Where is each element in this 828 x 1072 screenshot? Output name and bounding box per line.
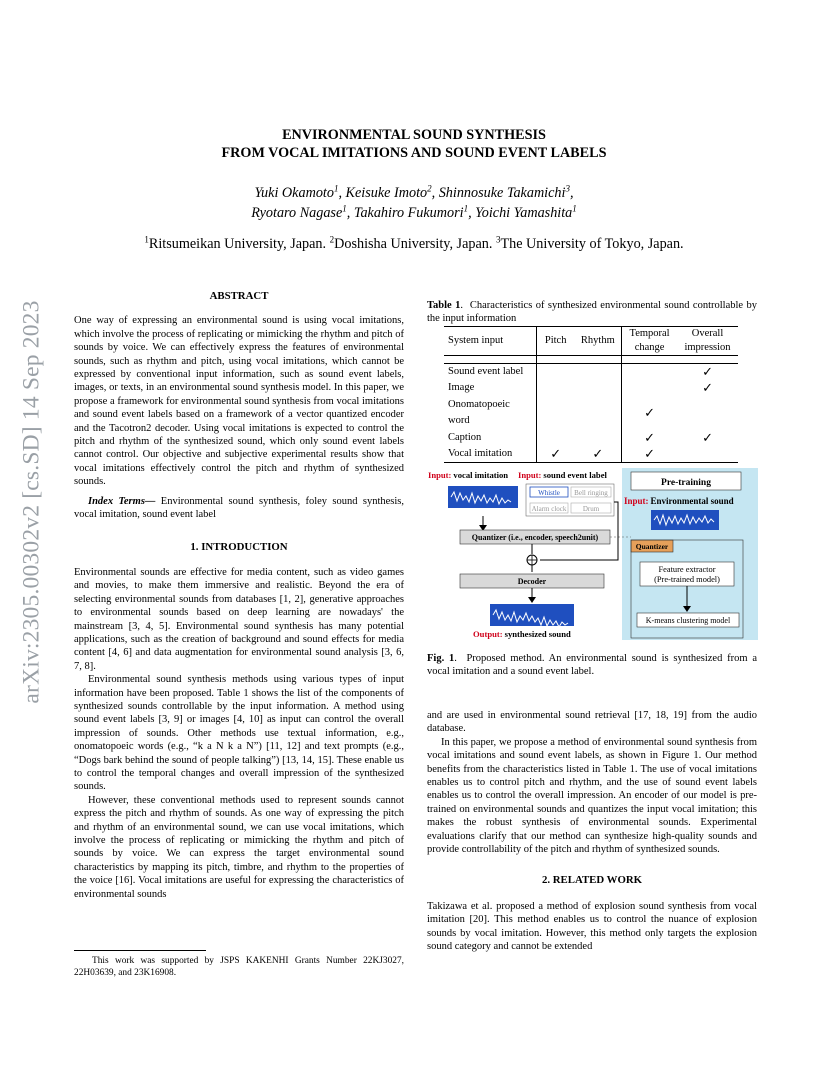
affiliations — [0, 236, 828, 253]
affil-sup: 3 — [495, 234, 501, 245]
related-work-heading: 2. RELATED WORK — [541, 874, 643, 887]
arxiv-stamp — [12, 262, 52, 742]
quantizer-tag-text: Quantizer — [635, 542, 669, 551]
authors — [0, 183, 828, 223]
right-column — [427, 709, 757, 954]
table1-input: Vocal imitation — [444, 446, 536, 463]
footnote — [74, 955, 404, 979]
pretrained-model-text: (Pre-trained model) — [654, 575, 720, 584]
pretraining-input-prefix: Input: — [624, 496, 649, 506]
table1-mark — [536, 430, 574, 446]
table1-input: Image — [444, 380, 536, 396]
author-name: Takahiro Fukumori — [353, 205, 464, 221]
authors-line-2: Ryotaro Nagase$^1$, Takahiro Fukumori$^1$, Yoichi Yamashita$^1$ — [251, 203, 577, 221]
table1-mark — [677, 397, 738, 430]
author-sup: 1 — [342, 203, 347, 214]
table1-input: Sound event label — [444, 364, 536, 381]
label-alarm: Alarm clock — [531, 505, 567, 513]
affil-sup: 2 — [329, 234, 335, 245]
table1-header: Rhythm — [575, 327, 622, 356]
label-drum: Drum — [582, 505, 600, 513]
table1 — [444, 326, 738, 463]
table1-mark: ✓ — [702, 380, 713, 396]
input-prefix: Input: — [428, 470, 452, 480]
label-bell: Bell ringing — [574, 489, 608, 497]
quantizer-text: Quantizer (i.e., encoder, speech2unit) — [471, 533, 599, 542]
table1-input: Onomatopoeic word — [444, 397, 536, 430]
affil-sup: 1 — [144, 234, 149, 245]
author-name: Yoichi Yamashita — [475, 205, 573, 221]
output-label — [473, 629, 571, 639]
feature-extractor-text: Feature extractor — [658, 565, 716, 574]
footnote-text: This work was supported by JSPS KAKENHI Grants Number 22KJ3027, 22H03639, and 23K16908. — [74, 956, 404, 978]
right-paragraph-1: and are used in environmental sound retrieval [17, 18, 19] from the audio database. — [427, 710, 757, 735]
table1-mark: ✓ — [644, 429, 656, 445]
table1-caption-label: Table 1 — [427, 300, 461, 311]
figure1-diagram — [426, 468, 758, 644]
table1-mark — [575, 397, 622, 430]
author-sup: 3 — [565, 183, 570, 194]
abstract-heading: ABSTRACT — [209, 290, 269, 302]
intro-paragraph-1: Environmental sounds are effective for media content, such as video games and movies, to make them immersive and realistic. Beyond the era of selecting environmental sounds from databases [1, 2], generative approaches to environmental sounds based on deep learning are nowadays' the mainstream [3, 4, 5]. Environmental sound synthesis has many potential applications, such as the creation of background and sound effects for media content [4, 6] and data augmentation for environmental sound analysis [3, 6, 7, 8]. — [74, 566, 404, 672]
table-row — [444, 397, 738, 430]
table1-header: Temporal change — [629, 328, 670, 353]
table1-mark: ✓ — [550, 446, 562, 462]
pretraining-input-text: Environmental sound — [650, 496, 734, 506]
table1-caption-text: Characteristics of synthesized environmental sound controllable by the input information — [427, 300, 757, 325]
table1-mark — [536, 364, 574, 381]
author-name: Yuki Okamoto — [254, 185, 334, 201]
table1-mark — [575, 380, 622, 396]
table1-mark: ✓ — [702, 429, 713, 445]
table1-mark: ✓ — [644, 405, 656, 421]
paper-title — [0, 126, 828, 162]
table1-mark — [622, 380, 677, 396]
table-row — [444, 380, 738, 396]
table-row — [444, 364, 738, 381]
output-text: synthesized sound — [504, 629, 571, 639]
kmeans-text: K-means clustering model — [645, 616, 731, 625]
pretraining-title: Pre-training — [661, 478, 711, 488]
table1-mark — [622, 364, 677, 381]
table1-mark: ✓ — [575, 446, 622, 463]
table1-mark — [575, 364, 622, 381]
arxiv-id: arXiv:2305.00302v2 [cs.SD] 14 Sep 2023 — [18, 300, 45, 704]
table1-caption: Table 1. Characteristics of synthesized environmental sound controllable by the input information — [427, 300, 757, 325]
affil-name: Ritsumeikan University, Japan. — [148, 236, 327, 252]
table-row — [444, 430, 738, 446]
author-name: Ryotaro Nagase — [251, 205, 343, 221]
intro-paragraph-2: Environmental sound synthesis methods using various types of input information have been proposed. Table 1 shows the list of the components of synthesized sounds controllable by the input information. A method using sound event labels [3, 9] or images [4, 10] as input can control the overall impression of sounds. Other methods use textual information, e.g., onomatopoeic words (e.g., “k a N k a N”) [11, 12] and text prompts (e.g., “Dogs bark behind the sound of people talking”) [13, 14, 15]. These enable us to control the temporal changes and overall impression of the synthesized sounds. — [74, 674, 404, 793]
right-paragraph-2: In this paper, we propose a method of environmental sound synthesis from vocal imitations and sound event labels, as shown in Figure 1. Our method benefits from the characteristics listed in Table 1. The use of vocal imitations enables us to control pitch and rhythm, and the use of sound event labels enables us to control the overall impression. An encoder of our model is pre-trained on environmental sounds and quantizes the input vocal imitation; this makes the robust synthesis of environmental sounds. Experimental evaluations clarify that our method can synthesize high-quality sounds and provide controllability of the pitch and rhythm of synthesized sounds. — [427, 736, 757, 856]
table1-mark: ✓ — [702, 364, 713, 379]
affil-name: The University of Tokyo, Japan. — [500, 236, 684, 252]
decoder-text: Decoder — [517, 577, 547, 586]
input-vocal-text: vocal imitation — [453, 470, 509, 480]
right-paragraph-3: Takizawa et al. proposed a method of explosion sound synthesis from vocal imitation [20]. This method enables us to control the nuance of explosion sounds by vocal imitation. However, this method only targets the explosion sound category and cannot be extended — [427, 900, 757, 953]
table1-input: Caption — [444, 430, 536, 446]
pretraining-input — [624, 496, 734, 506]
table-row — [444, 446, 738, 463]
figure1-caption: Fig. 1. Proposed method. An environmental sound is synthesized from a vocal imitation and a sound event label. — [427, 653, 757, 678]
table1-mark — [536, 380, 574, 396]
author-name: Keisuke Imoto — [345, 185, 428, 201]
input-label-text: sound event label — [543, 470, 607, 480]
input-prefix: Input: — [518, 470, 542, 480]
decoder-arrowhead — [528, 597, 536, 603]
input-vocal-label — [428, 470, 508, 480]
input-event-label — [518, 470, 608, 480]
figure1-caption-text: Proposed method. An environmental sound is synthesized from a vocal imitation and a sound event label. — [427, 653, 757, 678]
index-terms-text: Environmental sound synthesis, foley sound synthesis, vocal imitation, sound event label — [74, 495, 405, 521]
author-sup: 1 — [572, 203, 577, 214]
label-whistle: Whistle — [538, 489, 560, 497]
table1-header: Overall impression — [684, 328, 731, 353]
table1-header: Pitch — [544, 334, 567, 346]
title-line-1: ENVIRONMENTAL SOUND SYNTHESIS — [282, 127, 546, 143]
output-prefix: Output: — [473, 629, 503, 639]
index-terms-label: Index Terms— — [88, 495, 156, 507]
table1-header: System input — [444, 327, 536, 356]
index-terms — [74, 495, 404, 522]
table1-mark — [677, 446, 738, 463]
figure1-caption-label: Fig. 1 — [427, 653, 455, 664]
intro-heading: 1. INTRODUCTION — [190, 540, 288, 553]
table1-mark — [536, 397, 574, 430]
author-sup: 2 — [427, 183, 432, 194]
table1-spacer — [444, 356, 738, 364]
title-line-2: FROM VOCAL IMITATIONS AND SOUND EVENT LABELS — [221, 145, 607, 161]
abstract-text: One way of expressing an environmental sound is using vocal imitations, which involve the process of replicating or mimicking the rhythm and pitch of sounds by voice. We can effectively express the features of environmental sounds, such as rhythm and pitch, using vocal imitations, which cannot be expressed by conventional input information, such as sound event labels, images, or texts, in an environmental sound synthesis model. In this paper, we propose a framework for environmental sound synthesis from vocal imitations and sound event labels based on a framework of a vector quantized encoder and the Tacotron2 decoder. Using vocal imitations is expected to control the pitch and rhythm of the synthesized sound, which only sound event labels cannot control. Our objective and subjective experimental results show that vocal imitations effectively control the pitch and rhythm of synthesized sounds. — [74, 315, 404, 488]
affil-name: Doshisha University, Japan. — [334, 236, 493, 252]
footnote-rule — [74, 950, 206, 951]
author-sup: 1 — [463, 203, 469, 214]
author-sup: 1 — [333, 183, 339, 194]
table1-mark: ✓ — [644, 446, 656, 462]
table1-mark — [575, 430, 622, 446]
intro-paragraph-3: However, these conventional methods used to represent sounds cannot express the pitch and rhythm of sounds. As one way of expressing the pitch and rhythm of an environmental sound, we can use vocal imitations, which involve the process of replicating or mimicking the rhythm and pitch of sounds by voice. We can express the target environmental sound characteristics by mapping its pitch, timbre, and rhythm to the properties of the voice [16]. Vocal imitations are useful for expressing the characteristics of environmental sounds — [74, 794, 404, 900]
authors-line-1: Yuki Okamoto$^1$, Keisuke Imoto$^2$, Shinnosuke Takamichi$^3$, — [254, 183, 574, 201]
table1-header-row — [444, 327, 738, 356]
left-column — [74, 290, 404, 901]
author-name: Shinnosuke Takamichi — [438, 185, 566, 201]
